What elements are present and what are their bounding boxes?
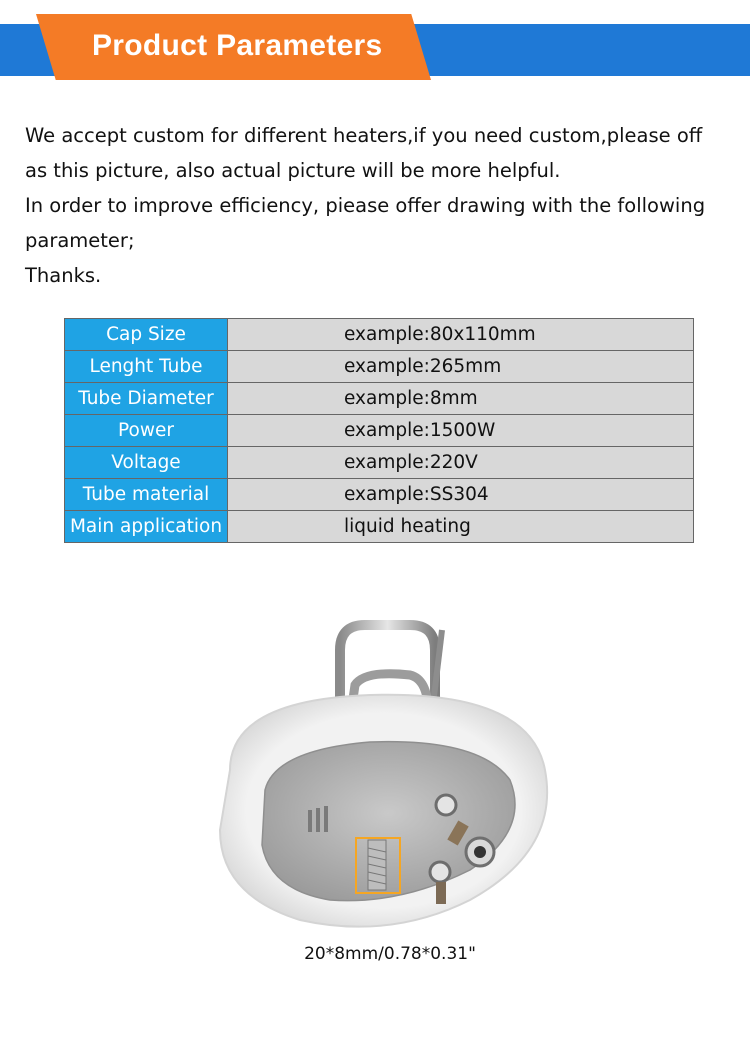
terminal-lug — [436, 882, 446, 904]
page-title: Product Parameters — [92, 29, 383, 62]
param-value: example:265mm — [228, 351, 694, 383]
param-value: example:8mm — [228, 383, 694, 415]
parameter-table — [64, 318, 694, 543]
param-label: Tube Diameter — [65, 383, 228, 415]
param-label: Main application — [65, 511, 228, 543]
param-label: Power — [65, 415, 228, 447]
table-row — [65, 447, 694, 479]
table-row — [65, 351, 694, 383]
intro-line: Thanks. — [25, 264, 102, 287]
intro-text — [25, 118, 740, 293]
intro-line: parameter; — [25, 229, 135, 252]
terminal-bottom — [430, 862, 450, 882]
dimension-caption: 20*8mm/0.78*0.31" — [304, 944, 476, 964]
intro-line: In order to improve efficiency, piease offer drawing with the following — [25, 194, 706, 217]
param-label: Tube material — [65, 479, 228, 511]
intro-line: as this picture, also actual picture will be more helpful. — [25, 159, 561, 182]
param-value: example:80x110mm — [228, 319, 694, 351]
param-value: example:SS304 — [228, 479, 694, 511]
param-value: example:1500W — [228, 415, 694, 447]
param-label: Cap Size — [65, 319, 228, 351]
param-label: Lenght Tube — [65, 351, 228, 383]
terminal-top — [436, 795, 456, 815]
param-label: Voltage — [65, 447, 228, 479]
table-row — [65, 511, 694, 543]
intro-line: We accept custom for different heaters,if you need custom,please off — [25, 124, 703, 147]
param-value: liquid heating — [228, 511, 694, 543]
table-row — [65, 415, 694, 447]
table-row — [65, 479, 694, 511]
table-row — [65, 319, 694, 351]
param-value: example:220V — [228, 447, 694, 479]
heater-flange-image — [190, 600, 560, 950]
table-row — [65, 383, 694, 415]
